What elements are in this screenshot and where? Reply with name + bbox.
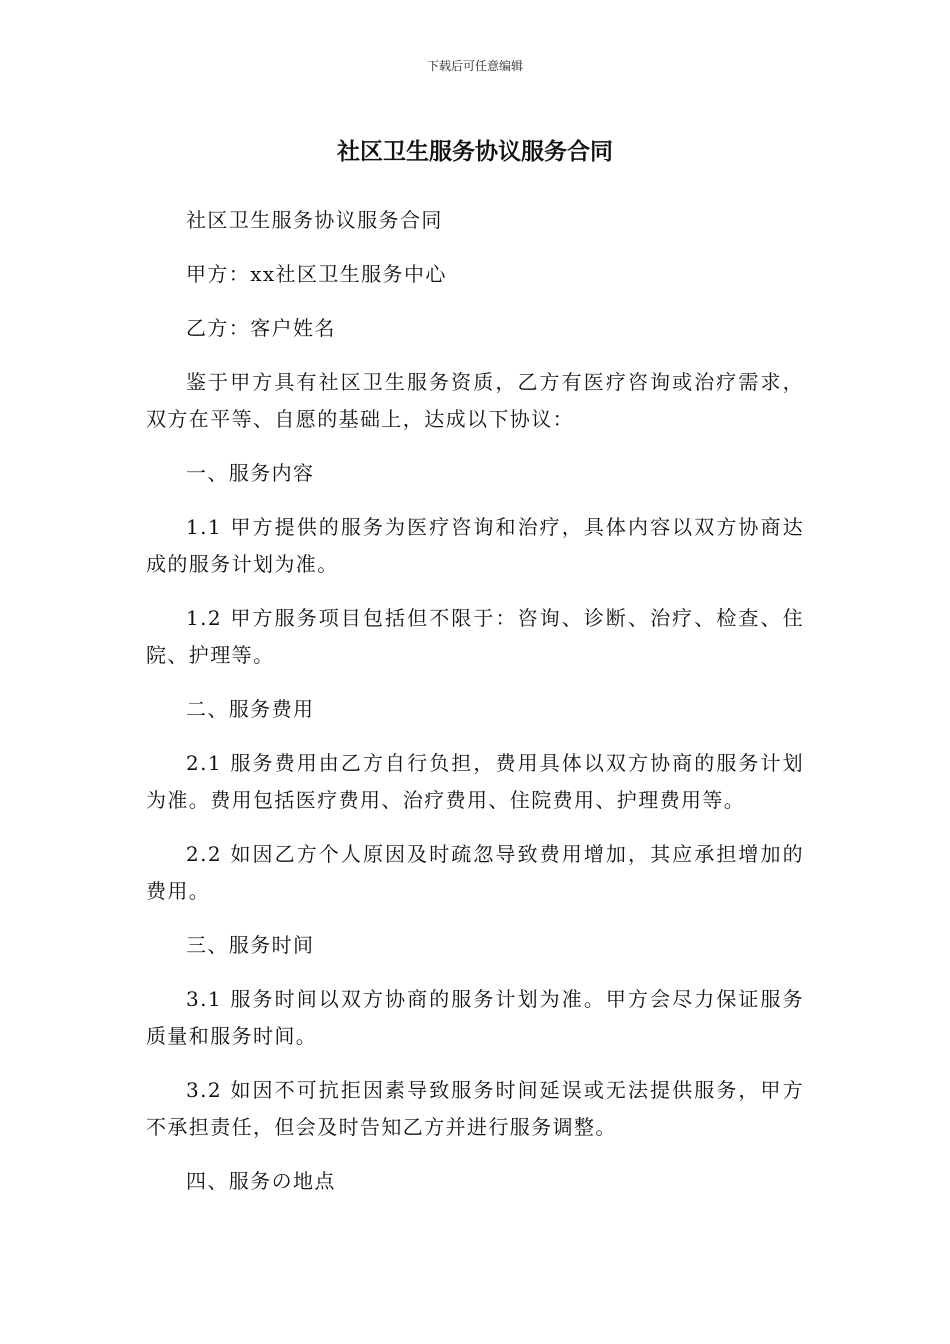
document-title: 社区卫生服务协议服务合同 <box>337 139 613 165</box>
paragraph-subtitle: 社区卫生服务协议服务合同 <box>186 208 443 232</box>
section-heading-2: 二、服务费用 <box>186 697 315 721</box>
section-heading-3: 三、服务时间 <box>186 933 315 957</box>
section-heading-4: 四、服务の地点 <box>186 1169 336 1193</box>
header-note: 下载后可任意编辑 <box>426 59 523 73</box>
clause-2-1: 2.1 服务费用由乙方自行负担，费用具体以双方协商的服务计划为准。费用包括医疗费用、治疗费用、住院费用、护理费用等。 <box>146 751 804 812</box>
paragraph-preamble: 鉴于甲方具有社区卫生服务资质，乙方有医疗咨询或治疗需求，双方在平等、自愿的基础上，达成以下协议： <box>146 370 804 431</box>
clause-3-2: 3.2 如因不可抗拒因素导致服务时间延误或无法提供服务，甲方不承担责任，但会及时告知乙方并进行服务调整。 <box>146 1078 804 1139</box>
clause-1-2: 1.2 甲方服务项目包括但不限于：咨询、诊断、治疗、检查、住院、护理等。 <box>146 606 804 667</box>
section-heading-1: 一、服务内容 <box>186 461 315 485</box>
clause-2-2: 2.2 如因乙方个人原因及时疏忽导致费用增加，其应承担增加的费用。 <box>146 842 804 903</box>
clause-1-1: 1.1 甲方提供的服务为医疗咨询和治疗，具体内容以双方协商达成的服务计划为准。 <box>146 515 804 576</box>
document-body <box>146 202 804 1217</box>
paragraph-party-b: 乙方：客户姓名 <box>186 316 336 340</box>
clause-3-1: 3.1 服务时间以双方协商的服务计划为准。甲方会尽力保证服务质量和服务时间。 <box>146 987 804 1048</box>
paragraph-party-a: 甲方：xx社区卫生服务中心 <box>186 262 447 286</box>
